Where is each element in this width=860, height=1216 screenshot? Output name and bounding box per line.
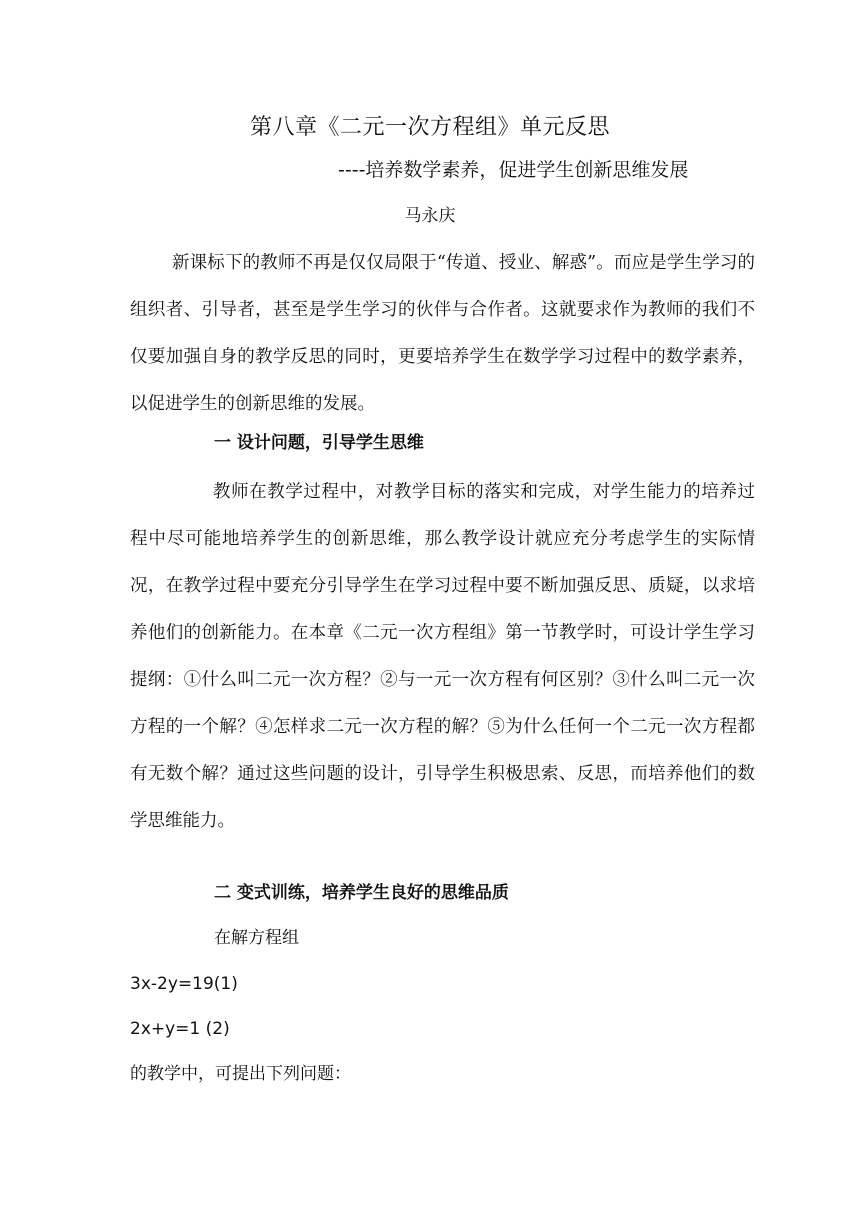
section-heading-1: 一 设计问题，引导学生思维 — [214, 433, 424, 453]
closing-line: 的教学中，可提出下列问题： — [130, 1064, 351, 1084]
document-title: 第八章《二元一次方程组》单元反思 — [249, 115, 610, 140]
section-1-paragraph: 教师在教学过程中，对教学目标的落实和完成，对学生能力的培养过程中尽可能地培养学生的创新思维，那么教学设计就应充分考虑学生的实际情况，在教学过程中要充分引导学生在学习过程中要不断加强反思、质疑，以求培养他们的创新能力。在本章《二元一次方程组》第一节教学时，可设计学生学习提纲：①什么叫二元一次方程？②与一元一次方程有何区别？③什么叫二元一次方程的一个解？④怎样求二元一次方程的解？⑤为什么任何一个二元一次方程都有无数个解？通过这些问题的设计，引导学生积极思索、反思，而培养他们的数学思维能力。 — [130, 482, 755, 831]
equation-1: 3x-2y=19(1) — [130, 974, 238, 994]
section-heading-2: 二 变式训练，培养学生良好的思维品质 — [214, 883, 509, 903]
equation-intro-line: 在解方程组 — [214, 928, 299, 948]
intro-paragraph: 新课标下的教师不再是仅仅局限于“传道、授业、解惑”。而应是学生学习的组织者、引导者，甚至是学生学习的伙伴与合作者。这就要求作为教师的我们不仅要加强自身的教学反思的同时，更要培养学生在数学学习过程中的数学素养，以促进学生的创新思维的发展。 — [130, 253, 755, 414]
document-subtitle: ----培养数学素养，促进学生创新思维发展 — [338, 159, 689, 181]
author-name: 马永庆 — [404, 206, 456, 226]
equation-2: 2x+y=1 (2) — [130, 1019, 230, 1039]
